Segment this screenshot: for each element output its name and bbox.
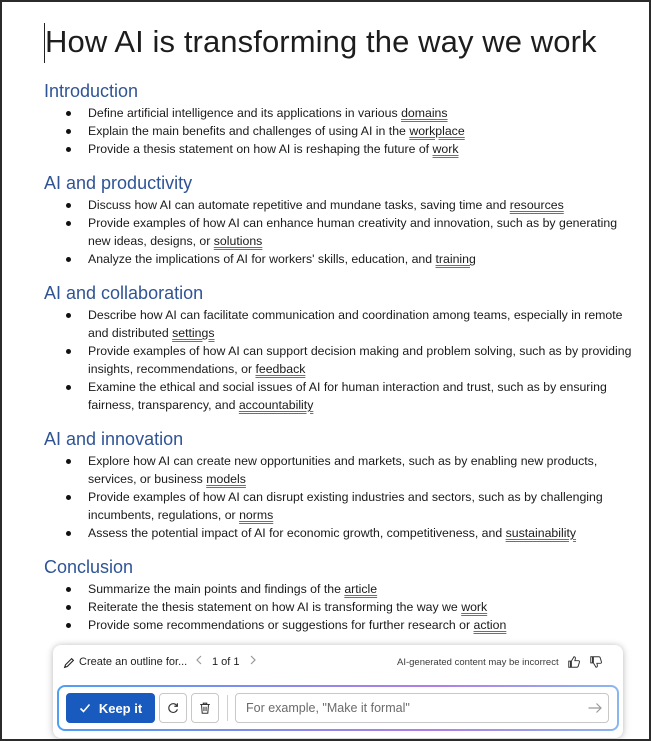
- prompt-label[interactable]: Create an outline for...: [79, 656, 188, 668]
- bullet-item[interactable]: [43, 342, 633, 378]
- bullet-list: [43, 452, 633, 542]
- section-heading[interactable]: Conclusion: [44, 557, 134, 577]
- copilot-action-bar: [57, 685, 619, 731]
- flagged-word[interactable]: resources: [509, 198, 564, 212]
- flagged-word[interactable]: training: [435, 252, 476, 266]
- bullet-text: Assess the potential impact of AI for economic growth, competitiveness, and: [88, 526, 506, 540]
- ai-disclaimer: AI-generated content may be incorrect: [397, 657, 559, 668]
- bullet-list: [43, 306, 633, 414]
- bullet-text: Discuss how AI can automate repetitive and mundane tasks, saving time and: [88, 198, 510, 212]
- flagged-word[interactable]: article: [344, 582, 378, 596]
- bullet-item[interactable]: [43, 104, 633, 122]
- bullet-text: Provide examples of how AI can enhance human creativity and innovation, such as by generating new ideas, designs, or: [88, 216, 618, 248]
- flagged-word[interactable]: settings: [172, 326, 215, 340]
- section-heading[interactable]: AI and innovation: [44, 429, 184, 449]
- flagged-word[interactable]: norms: [239, 508, 274, 522]
- keep-it-label: Keep it: [98, 700, 143, 716]
- copilot-panel-header: [53, 645, 623, 681]
- flagged-word[interactable]: workplace: [409, 124, 465, 138]
- send-arrow-icon[interactable]: [587, 700, 603, 716]
- section-heading[interactable]: AI and collaboration: [44, 283, 204, 303]
- refine-prompt-input[interactable]: [235, 693, 609, 723]
- bullet-list: [43, 580, 633, 634]
- bullet-list: [43, 104, 633, 158]
- bullet-item[interactable]: [43, 452, 633, 488]
- flagged-word[interactable]: work: [432, 142, 459, 156]
- trash-icon: [198, 701, 212, 715]
- bullet-item[interactable]: [43, 378, 633, 414]
- flagged-word[interactable]: sustainability: [505, 526, 577, 540]
- bullet-item[interactable]: [43, 524, 633, 542]
- pen-icon: [62, 656, 76, 670]
- outline-section: [43, 428, 633, 542]
- section-heading[interactable]: Introduction: [44, 81, 139, 101]
- outline-section: [43, 80, 633, 158]
- flagged-word[interactable]: work: [461, 600, 488, 614]
- section-heading[interactable]: AI and productivity: [44, 173, 193, 193]
- bullet-text: Explain the main benefits and challenges of using AI in the: [88, 124, 410, 138]
- bullet-item[interactable]: [43, 306, 633, 342]
- bullet-text: Provide examples of how AI can support decision making and problem solving, such as by providing insights, recommendations, or: [88, 344, 632, 376]
- bullet-item[interactable]: [43, 140, 633, 158]
- bullet-text: Provide a thesis statement on how AI is reshaping the future of: [88, 142, 433, 156]
- bullet-item[interactable]: [43, 580, 633, 598]
- bullet-item[interactable]: [43, 488, 633, 524]
- outline-section: [43, 282, 633, 414]
- flagged-word[interactable]: feedback: [255, 362, 306, 376]
- bullet-text: Analyze the implications of AI for workers' skills, education, and: [88, 252, 436, 266]
- bullet-item[interactable]: [43, 616, 633, 634]
- bullet-text: Describe how AI can facilitate communication and coordination among teams, especially in remote and distributed: [88, 308, 623, 340]
- bullet-item[interactable]: [43, 598, 633, 616]
- thumbs-up-icon[interactable]: [567, 655, 581, 669]
- flagged-word[interactable]: solutions: [213, 234, 263, 248]
- previous-draft-button[interactable]: [192, 654, 206, 668]
- bullet-item[interactable]: [43, 214, 633, 250]
- regenerate-icon: [166, 701, 180, 715]
- bullet-text: Provide examples of how AI can disrupt existing industries and sectors, such as by challenging incumbents, regulations, or: [88, 490, 603, 522]
- copilot-draft-panel: [53, 645, 623, 738]
- flagged-word[interactable]: action: [473, 618, 507, 632]
- bullet-text: Examine the ethical and social issues of AI for human interaction and trust, such as by ensuring fairness, transparency, and: [88, 380, 607, 412]
- outline-section: [43, 556, 633, 634]
- bullet-item[interactable]: [43, 122, 633, 140]
- regenerate-button[interactable]: [159, 693, 187, 723]
- bullet-list: [43, 196, 633, 268]
- document-body[interactable]: [43, 22, 633, 634]
- chevron-right-icon: [249, 655, 257, 665]
- thumbs-down-icon[interactable]: [589, 655, 603, 669]
- discard-button[interactable]: [191, 693, 219, 723]
- next-draft-button[interactable]: [246, 654, 260, 668]
- draft-page-count: 1 of 1: [212, 656, 240, 668]
- checkmark-icon: [79, 702, 91, 714]
- bullet-item[interactable]: [43, 250, 633, 268]
- keep-it-button[interactable]: [66, 693, 155, 723]
- bullet-text: Reiterate the thesis statement on how AI is transforming the way we: [88, 600, 462, 614]
- flagged-word[interactable]: accountability: [238, 398, 314, 412]
- toolbar-divider: [227, 695, 228, 721]
- chevron-left-icon: [195, 655, 203, 665]
- flagged-word[interactable]: models: [206, 472, 246, 486]
- bullet-item[interactable]: [43, 196, 633, 214]
- bullet-text: Define artificial intelligence and its applications in various: [88, 106, 402, 120]
- document-title[interactable]: How AI is transforming the way we work: [45, 24, 597, 59]
- outline-section: [43, 172, 633, 268]
- bullet-text: Explore how AI can create new opportunities and markets, such as by enabling new products, services, or business: [88, 454, 598, 486]
- bullet-text: Summarize the main points and findings of the: [88, 582, 345, 596]
- flagged-word[interactable]: domains: [401, 106, 448, 120]
- bullet-text: Provide some recommendations or suggestions for further research or: [88, 618, 474, 632]
